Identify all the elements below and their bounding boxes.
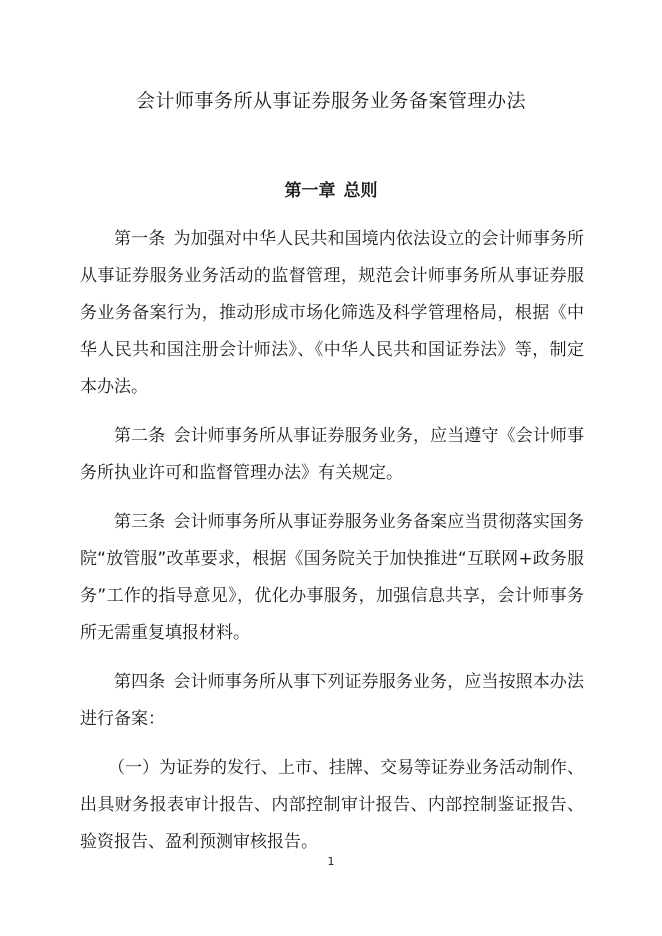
- article-text: 会计师事务所从事证券服务业务备案应当贯彻落实国务院“放管服”改革要求，根据《国务院关于加快推进“互联网+政务服务”工作的指导意见》，优化办事服务，加强信息共享，会计师事务所无需重复填报材料。: [80, 512, 585, 643]
- list-item-1: （一）为证券的发行、上市、挂牌、交易等证券业务活动制作、出具财务报表审计报告、内部控制审计报告、内部控制鉴证报告、验资报告、盈利预测审核报告。: [80, 758, 584, 852]
- chapter-name: 总则: [343, 181, 378, 201]
- chapter-number: 第一章: [284, 181, 336, 201]
- document-body: [80, 221, 584, 873]
- article-2: [80, 418, 584, 492]
- article-text: 会计师事务所从事下列证券服务业务，应当按照本办法进行备案：: [80, 672, 585, 729]
- article-number: 第四条: [114, 672, 166, 692]
- article-text: 为加强对中华人民共和国境内依法设立的会计师事务所从事证券服务业务活动的监督管理，规范会计师事务所从事证券服务业务备案行为，推动形成市场化筛选及科学管理格局，根据《中华人民共和国注册会计师法》、《中华人民共和国证券法》等，制定本办法。: [80, 229, 585, 397]
- document-title: 会计师事务所从事证券服务业务备案管理办法: [135, 90, 526, 112]
- article-text: 会计师事务所从事证券服务业务，应当遵守《会计师事务所执业许可和监督管理办法》有关规定。: [80, 426, 585, 483]
- article-number: 第三条: [114, 512, 166, 532]
- chapter-heading: [0, 179, 662, 203]
- article-3: [80, 504, 584, 652]
- article-4: [80, 664, 584, 738]
- article-number: 第二条: [114, 426, 166, 446]
- article-number: 第一条: [114, 229, 166, 249]
- page-number: 1: [327, 855, 335, 868]
- article-1: [80, 221, 584, 406]
